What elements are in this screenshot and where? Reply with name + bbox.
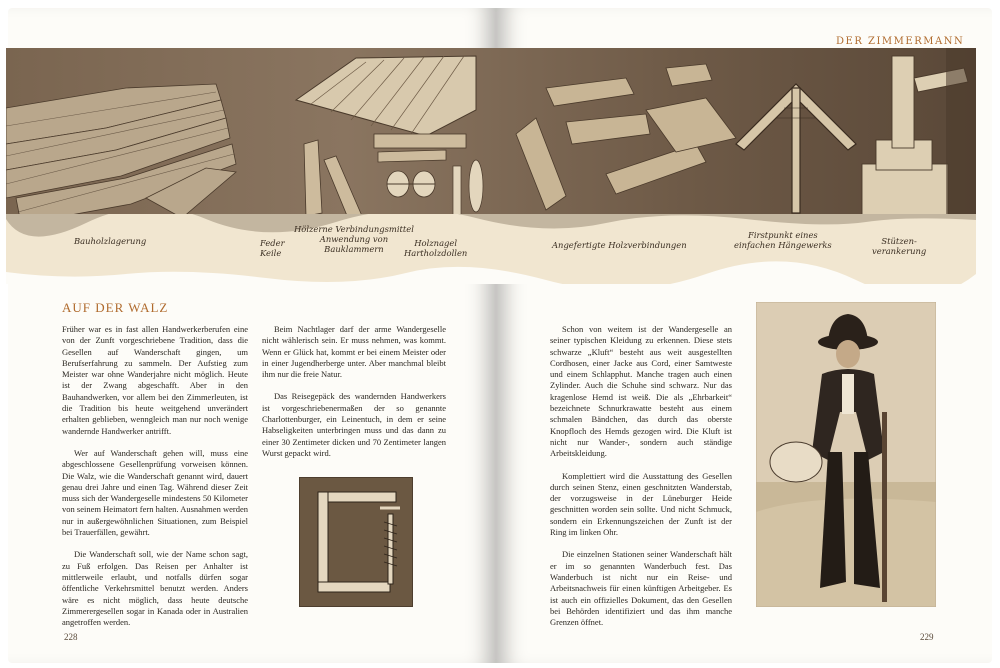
paragraph: Die Wanderschaft soll, wie der Name schon sagt, zu Fuß erfolgen. Das Reisen per Anhalter ist mittlerweile erlaubt, und notfalls dürfen sogar öffentliche Verkehrsmittel benutzt werden. Anders wäre es nicht möglich, dass heute deutsche Zimmerergesellen sogar in Kanada oder in Australien angetroffen werden. bbox=[62, 549, 248, 628]
text-column-3 bbox=[550, 324, 732, 639]
caption-feder-keile: Feder Keile bbox=[260, 238, 285, 258]
caption-truss: Firstpunkt eines einfachen Hängewerks bbox=[734, 230, 832, 250]
caption-lumber-storage: Bauholzlagerung bbox=[74, 236, 147, 246]
caption-wood-connectors: Hölzerne Verbindungsmittel Anwendung von Bauklammern bbox=[294, 224, 414, 254]
paragraph: Wer auf Wanderschaft gehen will, muss eine abgeschlossene Gesellenprüfung vorweisen können. Die Walz, wie die Wanderschaft genannt wird, dauert genau drei Jahre und einen Tag. Während dieser Zeit muss sich der Wandergeselle mindestens 50 Kilometer von seinem Heimatort fern halten. Ausnahmen werden nur in außergewöhnlichen Situationen, zum Beispiel bei Trauerfällen, gewährt. bbox=[62, 447, 248, 538]
paragraph: Beim Nachtlager darf der arme Wandergeselle nicht wählerisch sein. Er muss nehmen, was kommt. Wenn er Glück hat, kommt er bei einem Meister oder in einer Jugendherberge unter. Aber manchmal bleibt ihm nur die freie Natur. bbox=[262, 324, 446, 380]
caption-holznagel: Holznagel Hartholzdollen bbox=[404, 238, 468, 258]
section-title: AUF DER WALZ bbox=[62, 300, 169, 315]
screw-clamp-art bbox=[300, 478, 412, 606]
paragraph: Komplettiert wird die Ausstattung des Gesellen durch seinen Stenz, einen geschnitzten Wanderstab, der vorzugsweise in der Lüneburger Heide geschnitten worden sein sollte. Und nicht Schmuck, sondern ein Erkennungszeichen der Zunft ist der Ring im linken Ohr. bbox=[550, 470, 732, 538]
text-column-2 bbox=[262, 324, 446, 470]
text-column-1 bbox=[62, 324, 248, 639]
running-head: DER ZIMMERMANN bbox=[836, 36, 965, 47]
caption-strip bbox=[6, 214, 976, 284]
paragraph: Schon von weitem ist der Wandergeselle an seiner typischen Kleidung zu erkennen. Diese stets schwarze „Kluft“ besteht aus weit ausgestellten Cordhosen, einer Jacke aus Cord, einer Samtweste und einem Schlapphut. Manche tragen auch einen Zylinder. Auch die Schuhe sind schwarz. Nur das kragenlose Hemd ist weiß. Die als „Ehrbarkeit“ bezeichnete Schnurkrawatte besteht aus einem schmalen Bändchen, das durch das oberste Knopfloch des Hemds gezogen wird. Die Kluft ist nicht nur Wander-, sondern auch ständige Arbeitskleidung. bbox=[550, 324, 732, 459]
page-number-right: 229 bbox=[920, 632, 934, 642]
paragraph: Früher war es in fast allen Handwerkerberufen eine von der Zunft vorgeschriebene Tradition, dass die Gesellen auf Wanderschaft gingen, um Berufserfahrung zu sammeln. Der Aufstieg zum Meister war ohne Wanderjahre nicht möglich. Heute ist der Zwang abgeschafft. Aber in den Bauhandwerken, vor allem bei den Zimmerleuten, ist die Tradition bis heute weitgehend unverändert erhalten geblieben, wenngleich man nur noch wenige wandernde Handwerker antrifft. bbox=[62, 324, 248, 436]
paragraph: Das Reisegepäck des wandernden Handwerkers ist vorgeschriebenermaßen der so genannte Charlottenburger, ein Leinentuch, in dem er seine Habseligkeiten unterbringen muss und das dann zu einer 30 Zentimeter dicken und 70 Zentimeter langen Wurst gepackt wird. bbox=[262, 391, 446, 458]
page-number-left: 228 bbox=[64, 632, 78, 642]
journeyman-art bbox=[756, 302, 936, 607]
paragraph: Die einzelnen Stationen seiner Wanderschaft hält er im so genannten Wanderbuch fest. Das Wanderbuch ist nicht nur ein Reise- und Arbeitsnachweis für einen künftigen Arbeitgeber. Es ist auch ein offizielles Dokument, das den Gesellen bei Behörden identifiziert und das ihm manche Grenzen öffnet. bbox=[550, 549, 732, 628]
screw-clamp-illustration bbox=[300, 478, 412, 606]
woodwork-illustration bbox=[6, 48, 976, 228]
caption-post-anchor: Stützen- verankerung bbox=[872, 236, 927, 256]
journeyman-illustration bbox=[756, 302, 936, 607]
woodwork-illustration-art bbox=[6, 48, 976, 228]
caption-joints: Angefertigte Holzverbindungen bbox=[552, 240, 687, 250]
